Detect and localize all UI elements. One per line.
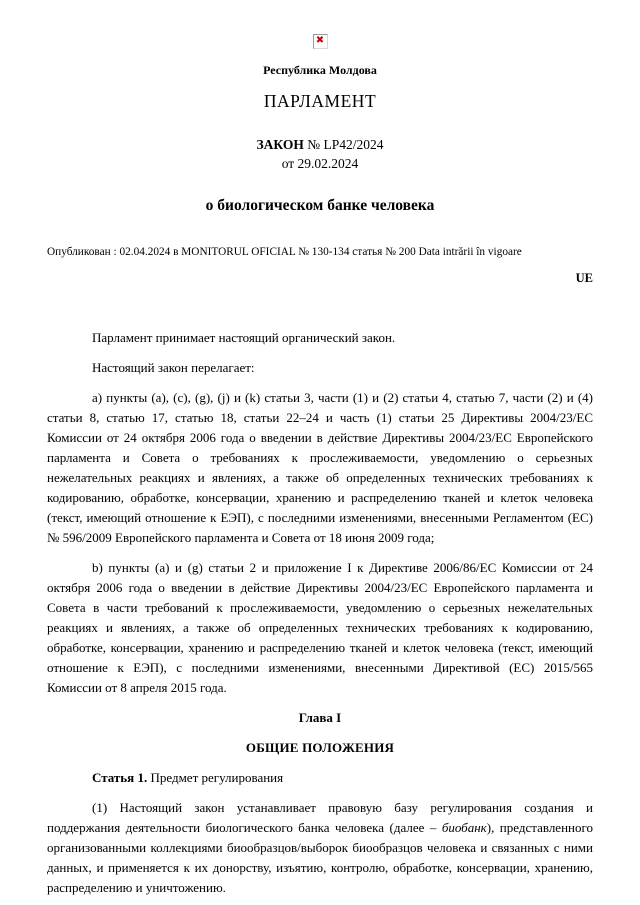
chapter-title: ОБЩИЕ ПОЛОЖЕНИЯ — [245, 740, 395, 755]
country-name: Республика Молдова — [263, 63, 377, 77]
transposition-point-a: а) пункты (a), (c), (g), (j) и (k) статьи 3, части (1) и (2) статьи 4, статью 7, части (2) и (4) статьи 8, статью 17, статью 18, статьи 22–24 и часть (1) статьи 25 Директивы 2004/23/ЕС Комиссии от 24 октября 2006 года о введении в действие Директивы 2004/23/ЕС Европейского парламента и Совета о требованиях к прослеживаемости, уведомлению о серьезных нежелательных реакциях и явлениях, а также об определенных технических требованиях к кодированию, обработке, консервации, хранению и распределению тканей и клеток человека (текст, имеющий отношение к ЕЭП), с последними изменениями, внесенными Регламентом (ЕС) № 596/2009 Европейского парламента и Совета от 18 июня 2009 года; — [47, 390, 593, 545]
article-1-title: Предмет регулирования — [147, 770, 284, 785]
article-1-label: Статья 1. — [92, 770, 148, 785]
chapter-heading: Глава I — [298, 710, 342, 725]
document-header — [47, 34, 593, 215]
law-number-block — [47, 135, 593, 173]
law-number: № LP42/2024 — [303, 137, 384, 152]
document-title: о биологическом банке человека — [205, 197, 435, 214]
article-1-paragraph-1-text-end: ), представленного организованными коллекциями биообразцов/выборок биообразцов человека и связанных с ними данных, и применяется к их донорству, изъятию, контролю, обработке, консервации, хранению, распределению и уничтожению. — [47, 820, 593, 895]
document-body — [47, 328, 593, 898]
intro-paragraph-2: Настоящий закон перелагает: — [92, 360, 255, 375]
article-1-heading — [47, 768, 593, 788]
law-date: от 29.02.2024 — [281, 156, 359, 171]
law-number-line — [47, 135, 593, 154]
article-1-paragraph-1 — [47, 798, 593, 898]
eu-mark: UE — [575, 271, 593, 285]
article-1-term-biobank: биобанк — [441, 820, 487, 835]
article-1-paragraph-1-text-start: (1) Настоящий закон устанавливает правовую базу регулирования создания и поддержания деятельности биологического банка человека (далее – — [47, 800, 593, 835]
transposition-point-b: b) пункты (a) и (g) статьи 2 и приложение I к Директиве 2006/86/ЕС Комиссии от 24 октября 2006 года о введении в действие Директивы 2004/23/ЕС Европейского парламента и Совета в части требований к прослеживаемости, уведомлению о серьезных нежелательных реакциях и явлениях, а также об определенных технических требованиях к кодированию, обработке, консервации, хранению и распределению тканей и клеток человека (текст, имеющий отношение к ЕЭП), с последними изменениями, внесенными Директивой (ЕС) 2015/565 Комиссии от 8 апреля 2015 года. — [47, 560, 593, 695]
institution-name: ПАРЛАМЕНТ — [263, 91, 377, 111]
intro-paragraph-1: Парламент принимает настоящий органический закон. — [92, 330, 396, 345]
law-label: ЗАКОН — [256, 137, 304, 152]
publication-line: Опубликован : 02.04.2024 в MONITORUL OFICIAL № 130-134 статья № 200 Data intrării în vigoare — [47, 246, 522, 258]
broken-image-icon: ✖ — [313, 34, 328, 49]
